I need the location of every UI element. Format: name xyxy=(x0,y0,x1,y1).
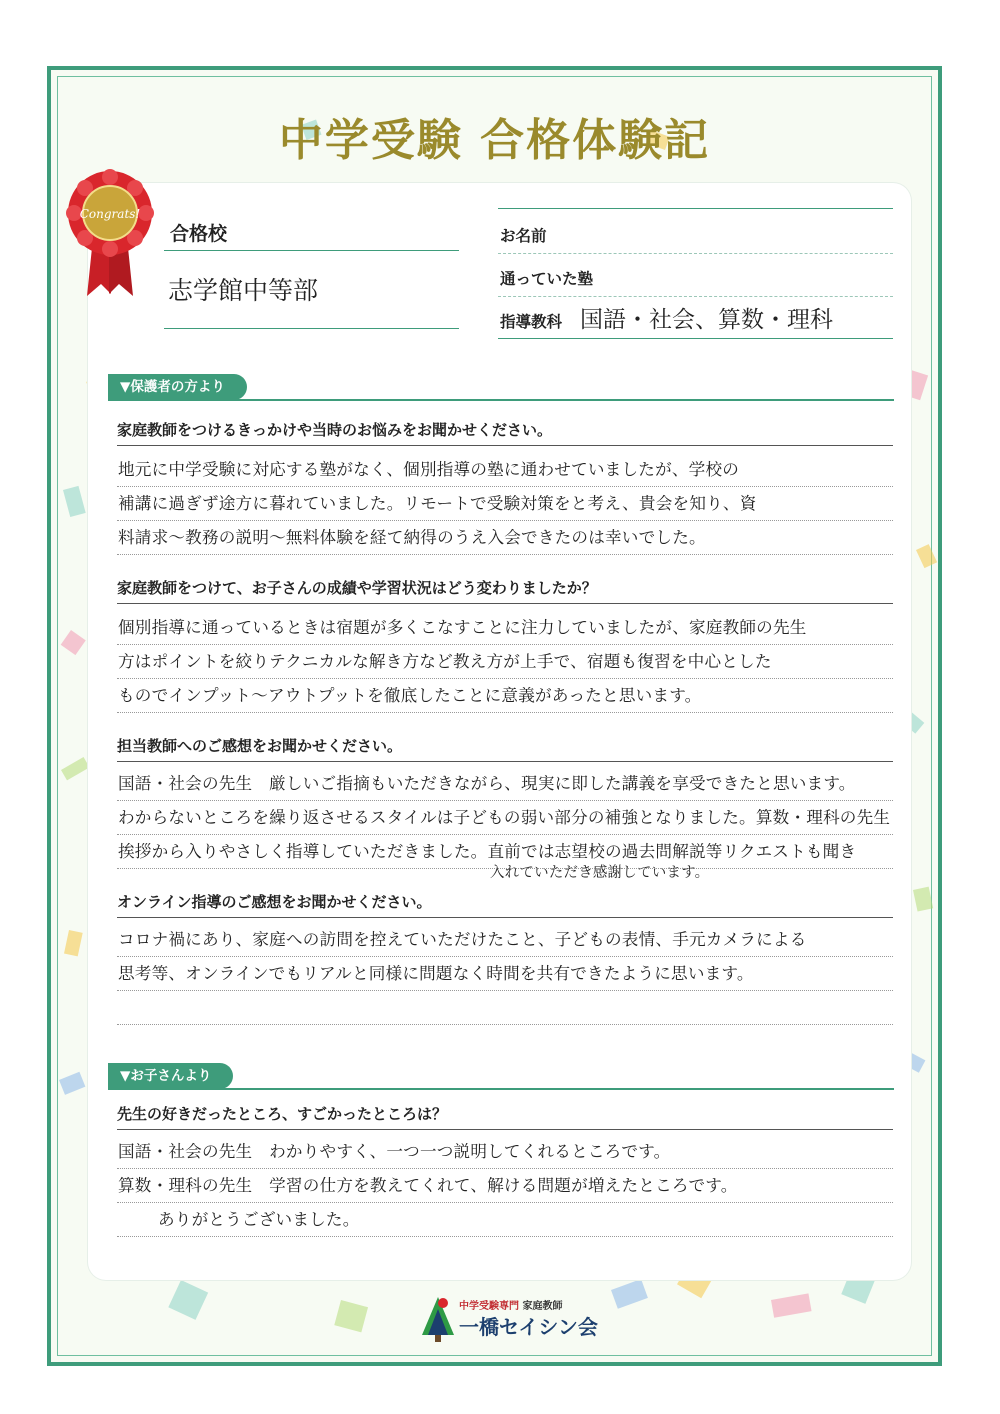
writing-line xyxy=(117,834,893,835)
juku-rule xyxy=(498,296,893,297)
writing-line xyxy=(117,868,893,869)
answer-line: 料請求～教務の説明～無料体験を経て納得のうえ入会できたのは幸いでした。 xyxy=(118,528,706,547)
answer-line: コロナ禍にあり、家庭への訪問を控えていただけたこと、子どもの表情、手元カメラによる xyxy=(118,930,807,949)
badge-text: Congrats! xyxy=(79,207,141,221)
logo-sub-red: 中学受験専門 xyxy=(459,1301,519,1312)
parent-answer-3 xyxy=(118,767,898,883)
congrats-rosette-icon xyxy=(65,168,155,298)
writing-line xyxy=(117,520,893,521)
writing-line xyxy=(117,486,893,487)
writing-line xyxy=(117,644,893,645)
subjects-value: 国語・社会、算数・理科 xyxy=(580,307,833,333)
writing-line xyxy=(117,678,893,679)
writing-line xyxy=(117,1024,893,1025)
writing-line xyxy=(117,1168,893,1169)
parent-section-tab: ▼保護者の方より xyxy=(108,374,247,400)
school-value-rule xyxy=(164,328,459,329)
parent-question-2: 家庭教師をつけて、お子さんの成績や学習状況はどう変わりましたか？ xyxy=(117,579,597,597)
parent-question-1: 家庭教師をつけるきっかけや当時のお悩みをお聞かせください。 xyxy=(117,421,553,439)
answer-line: 入れていただき感謝しています。 xyxy=(490,865,710,881)
writing-line xyxy=(117,712,893,713)
school-label: 合格校 xyxy=(170,223,228,245)
page-title: 中学受験 合格体験記 xyxy=(278,115,711,166)
school-value: 志学館中等部 xyxy=(168,276,319,305)
content-card xyxy=(88,183,911,1280)
answer-line: ありがとうございました。 xyxy=(158,1210,360,1229)
writing-line xyxy=(117,1236,893,1237)
answer-line: 算数・理科の先生 学習の仕方を教えてくれて、解ける問題が増えたところです。 xyxy=(118,1176,738,1195)
parent-question-3: 担当教師へのご感想をお聞かせください。 xyxy=(117,737,403,755)
writing-line xyxy=(117,956,893,957)
logo-name: 一橋セイシン会 xyxy=(459,1315,598,1339)
tree-logo-icon xyxy=(421,1295,455,1343)
child-question: 先生の好きだったところ、すごかったところは？ xyxy=(117,1105,448,1123)
juku-label: 通っていた塾 xyxy=(500,270,594,288)
answer-line: 国語・社会の先生 厳しいご指摘もいただきながら、現実に即した講義を享受できたと思います。 xyxy=(118,774,856,793)
info-top-rule xyxy=(498,208,893,209)
question-3-rule xyxy=(117,761,893,762)
subjects-label: 指導教科 xyxy=(500,313,563,331)
answer-line: わからないところを繰り返させるスタイルは子どもの弱い部分の補強となりました。算数・理科の先生 xyxy=(118,808,891,827)
name-rule xyxy=(498,253,893,254)
question-2-rule xyxy=(117,603,893,604)
answer-line: 挨拶から入りやさしく指導していただきました。直前では志望校の過去問解説等リクエストも聞き xyxy=(118,842,857,861)
writing-line xyxy=(117,990,893,991)
parent-section-rule xyxy=(108,399,894,401)
child-section-tab: ▼お子さんより xyxy=(108,1063,233,1089)
question-1-rule xyxy=(117,445,893,446)
logo-subtitle xyxy=(459,1297,562,1312)
answer-line: ものでインプット～アウトプットを徹底したことに意義があったと思います。 xyxy=(118,686,702,705)
parent-answer-4 xyxy=(118,923,898,991)
answer-line: 方はポイントを絞りテクニカルな解き方など教え方が上手で、宿題も復習を中心とした xyxy=(118,652,772,671)
child-question-rule xyxy=(117,1129,893,1130)
child-answer xyxy=(118,1135,898,1237)
school-label-rule xyxy=(164,250,459,251)
writing-line xyxy=(117,800,893,801)
child-section-rule xyxy=(108,1088,894,1090)
parent-question-4: オンライン指導のご感想をお聞かせください。 xyxy=(117,893,432,911)
info-bottom-rule xyxy=(498,338,893,339)
page-frame xyxy=(47,66,942,1366)
answer-line: 個別指導に通っているときは宿題が多くこなすことに注力していましたが、家庭教師の先生 xyxy=(118,618,807,637)
question-4-rule xyxy=(117,917,893,918)
writing-line xyxy=(117,1202,893,1203)
answer-line: 思考等、オンラインでもリアルと同様に問題なく時間を共有できたように思います。 xyxy=(118,964,754,983)
answer-line: 国語・社会の先生 わかりやすく、一つ一つ説明してくれるところです。 xyxy=(118,1142,671,1161)
answer-line: 地元に中学受験に対応する塾がなく、個別指導の塾に通わせていましたが、学校の xyxy=(118,460,740,479)
parent-answer-2 xyxy=(118,611,898,713)
company-logo xyxy=(421,1293,598,1345)
answer-line: 補講に過ぎず途方に暮れていました。リモートで受験対策をと考え、貴会を知り、資 xyxy=(118,494,757,513)
parent-answer-1 xyxy=(118,453,898,555)
logo-sub-dark: 家庭教師 xyxy=(522,1301,563,1312)
writing-line xyxy=(117,554,893,555)
name-label: お名前 xyxy=(500,227,547,245)
